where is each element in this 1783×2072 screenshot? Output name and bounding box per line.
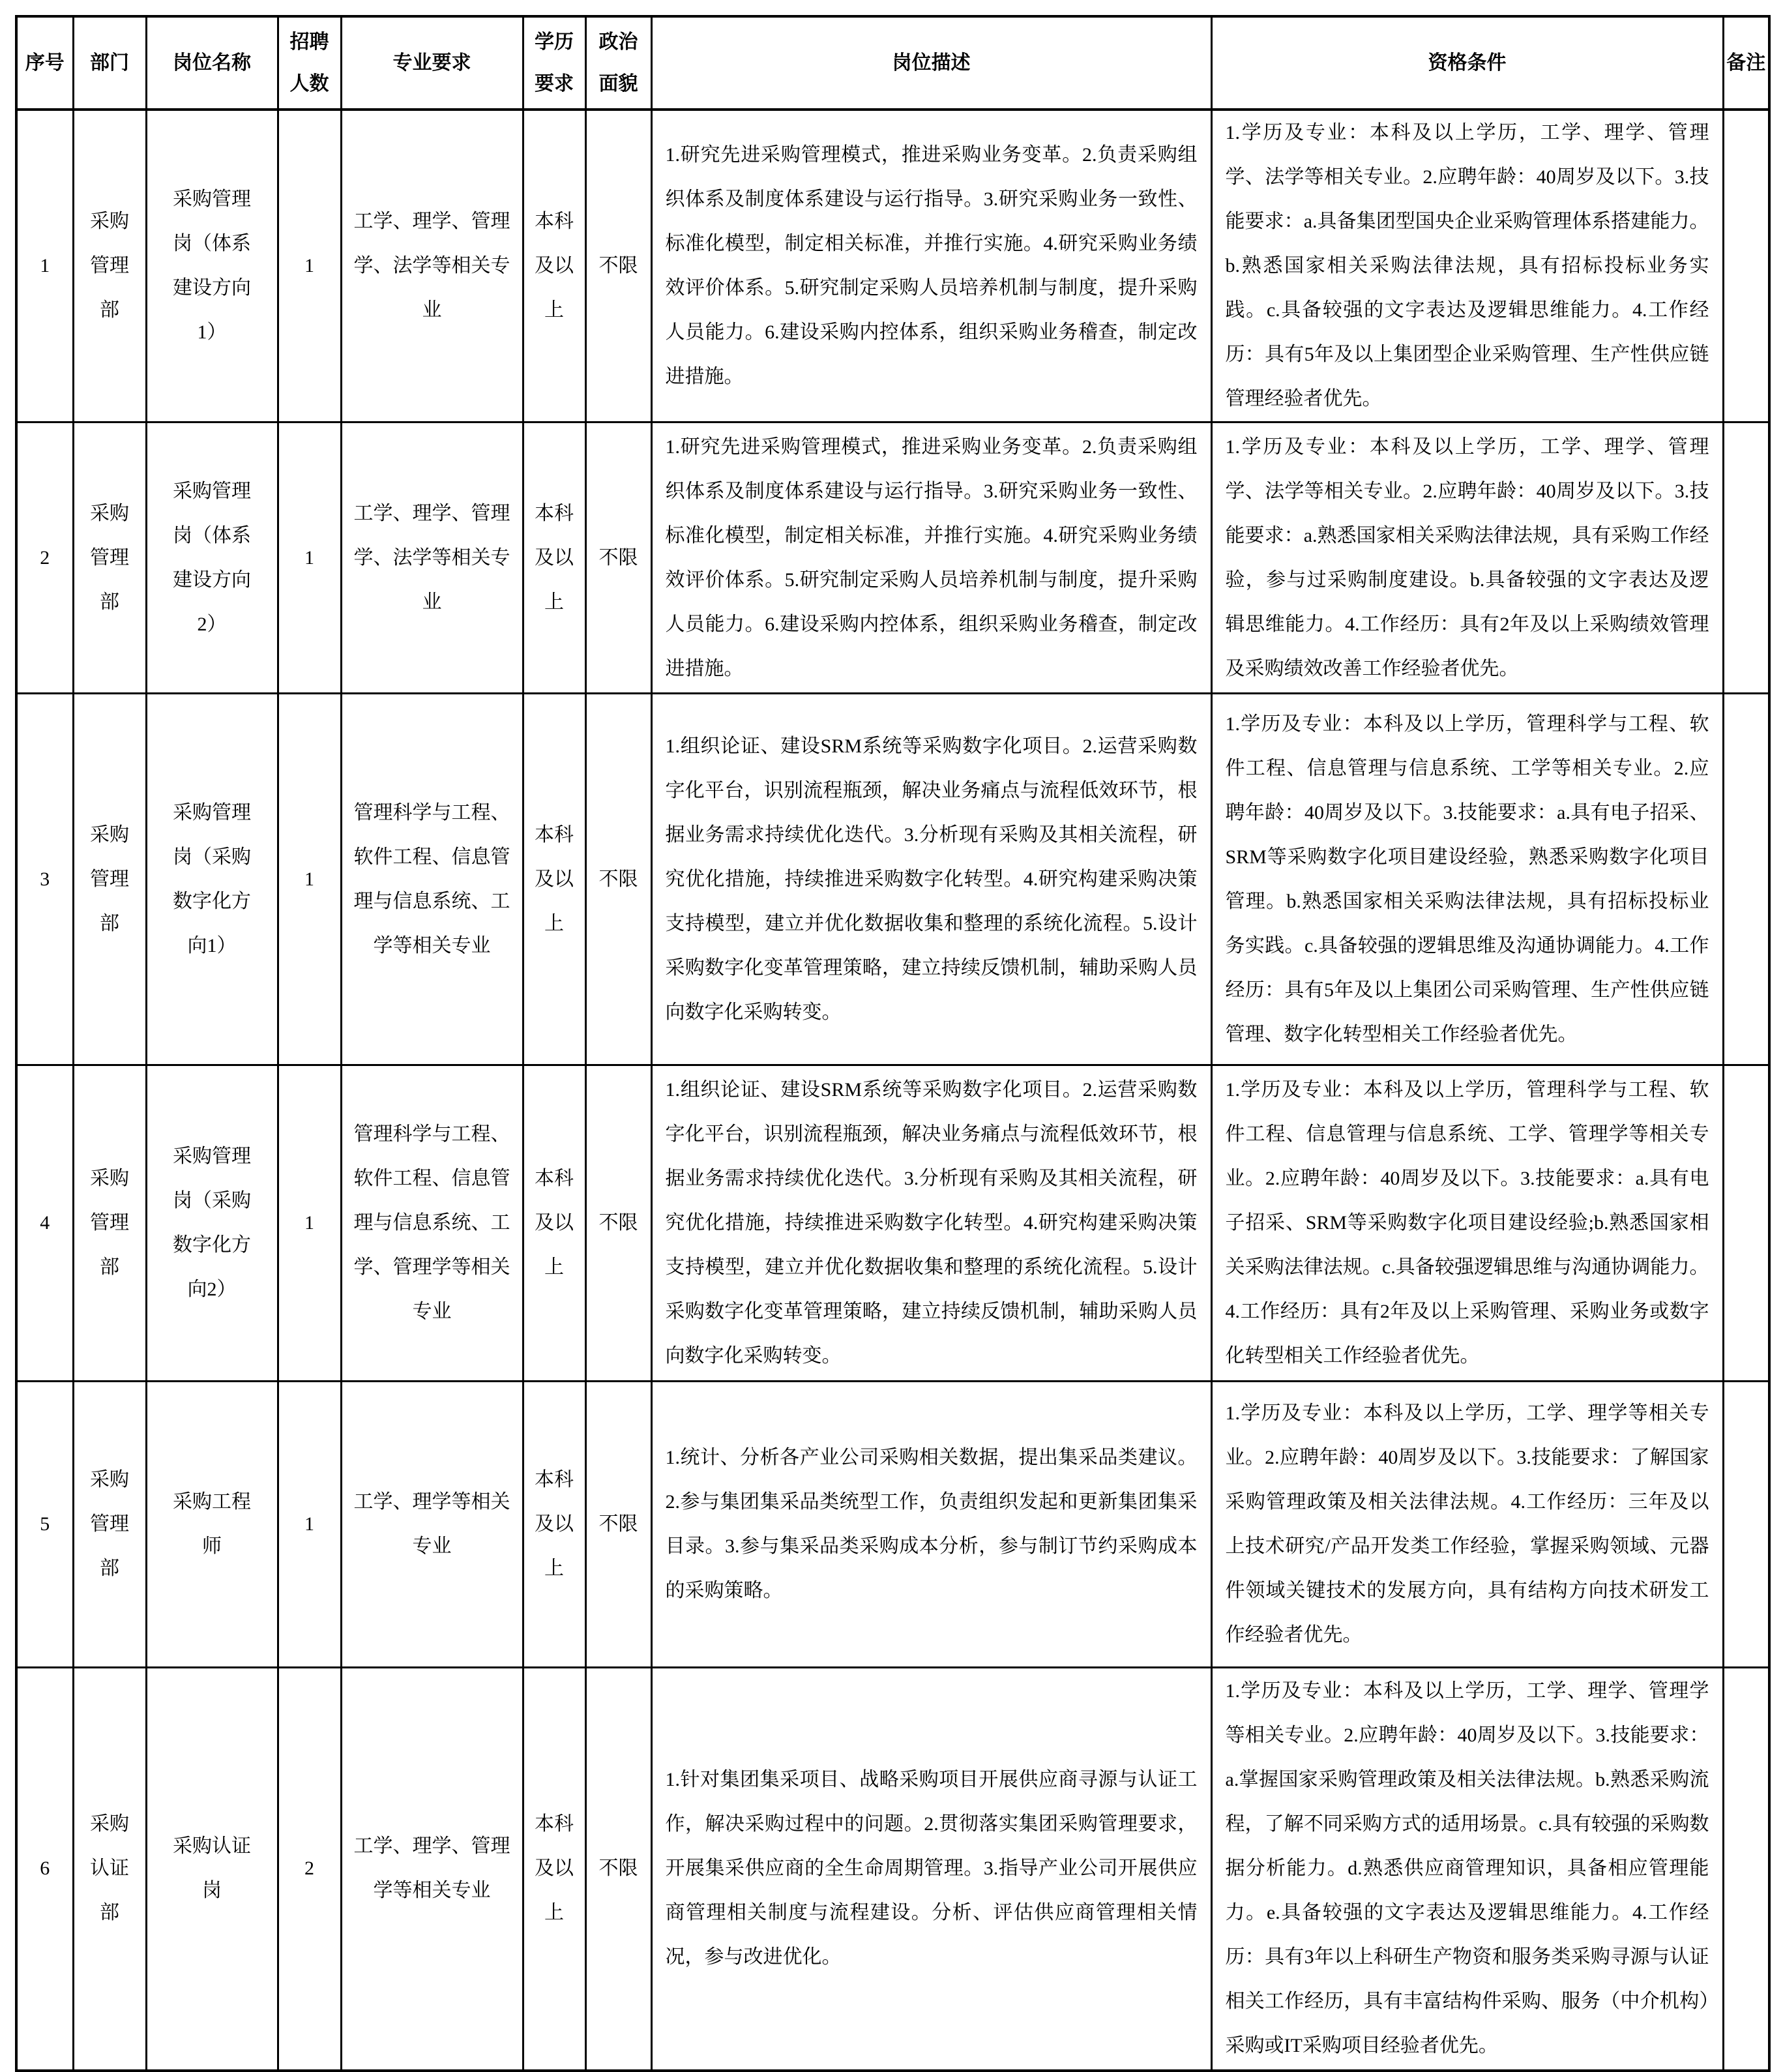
row-6-count: 2 [278, 1668, 341, 2071]
row-2-count: 1 [278, 422, 341, 694]
row-4-dept: 采购管理部 [73, 1065, 146, 1382]
row-2-remark [1723, 422, 1769, 694]
header-qualification: 资格条件 [1211, 16, 1723, 110]
row-6-education: 本科及以上 [523, 1668, 585, 2071]
row-3-count: 1 [278, 694, 341, 1065]
row-4-qualification: 1.学历及专业：本科及以上学历，管理科学与工程、软件工程、信息管理与信息系统、工学、管理学等相关专业。2.应聘年龄：40周岁及以下。3.技能要求：a.具有电子招采、SRM等采购数字化项目建设经验;b.熟悉国家相关采购法律法规。c.具备较强逻辑思维与沟通协调能力。4.工作经历：具有2年及以上采购管理、采购业务或数字化转型相关工作经验者优先。 [1211, 1065, 1723, 1382]
row-2-seq: 2 [16, 422, 73, 694]
row-3-description: 1.组织论证、建设SRM系统等采购数字化项目。2.运营采购数字化平台，识别流程瓶颈，解决业务痛点与流程低效环节，根据业务需求持续优化迭代。3.分析现有采购及其相关流程，研究优化措施，持续推进采购数字化转型。4.研究构建采购决策支持模型，建立并优化数据收集和整理的系统化流程。5.设计采购数字化变革管理策略，建立持续反馈机制，辅助采购人员向数字化采购转变。 [651, 694, 1211, 1065]
row-2-major: 工学、理学、管理学、法学等相关专业 [341, 422, 523, 694]
row-1-title: 采购管理岗（体系建设方向1） [146, 110, 278, 422]
row-6-title: 采购认证岗 [146, 1668, 278, 2071]
row-1-major: 工学、理学、管理学、法学等相关专业 [341, 110, 523, 422]
row-2-political: 不限 [585, 422, 651, 694]
row-3-political: 不限 [585, 694, 651, 1065]
row-6-political: 不限 [585, 1668, 651, 2071]
row-5-seq: 5 [16, 1382, 73, 1668]
row-4-major: 管理科学与工程、软件工程、信息管理与信息系统、工学、管理学等相关专业 [341, 1065, 523, 1382]
row-6-major: 工学、理学、管理学等相关专业 [341, 1668, 523, 2071]
row-1-seq: 1 [16, 110, 73, 422]
row-5-dept: 采购管理部 [73, 1382, 146, 1668]
row-4-seq: 4 [16, 1065, 73, 1382]
row-1-political: 不限 [585, 110, 651, 422]
table-row [16, 110, 1769, 422]
row-6-remark [1723, 1668, 1769, 2071]
row-1-count: 1 [278, 110, 341, 422]
row-3-seq: 3 [16, 694, 73, 1065]
row-4-description: 1.组织论证、建设SRM系统等采购数字化项目。2.运营采购数字化平台，识别流程瓶颈，解决业务痛点与流程低效环节，根据业务需求持续优化迭代。3.分析现有采购及其相关流程，研究优化措施，持续推进采购数字化转型。4.研究构建采购决策支持模型，建立并优化数据收集和整理的系统化流程。5.设计采购数字化变革管理策略，建立持续反馈机制，辅助采购人员向数字化采购转变。 [651, 1065, 1211, 1382]
row-5-count: 1 [278, 1382, 341, 1668]
table-header-row [16, 16, 1769, 110]
row-4-remark [1723, 1065, 1769, 1382]
row-6-seq: 6 [16, 1668, 73, 2071]
table-row [16, 1382, 1769, 1668]
row-6-description: 1.针对集团集采项目、战略采购项目开展供应商寻源与认证工作，解决采购过程中的问题。2.贯彻落实集团采购管理要求，开展集采供应商的全生命周期管理。3.指导产业公司开展供应商管理相关制度与流程建设。分析、评估供应商管理相关情况，参与改进优化。 [651, 1668, 1211, 2071]
row-5-qualification: 1.学历及专业：本科及以上学历，工学、理学等相关专业。2.应聘年龄：40周岁及以下。3.技能要求：了解国家采购管理政策及相关法律法规。4.工作经历：三年及以上技术研究/产品开发类工作经验，掌握采购领域、元器件领域关键技术的发展方向，具有结构方向技术研发工作经验者优先。 [1211, 1382, 1723, 1668]
header-remark: 备注 [1723, 16, 1769, 110]
row-4-education: 本科及以上 [523, 1065, 585, 1382]
table-row [16, 1065, 1769, 1382]
row-3-major: 管理科学与工程、软件工程、信息管理与信息系统、工学等相关专业 [341, 694, 523, 1065]
row-1-description: 1.研究先进采购管理模式，推进采购业务变革。2.负责采购组织体系及制度体系建设与运行指导。3.研究采购业务一致性、标准化模型，制定相关标准，并推行实施。4.研究采购业务绩效评价体系。5.研究制定采购人员培养机制与制度，提升采购人员能力。6.建设采购内控体系，组织采购业务稽查，制定改进措施。 [651, 110, 1211, 422]
row-5-remark [1723, 1382, 1769, 1668]
recruitment-table [15, 15, 1771, 2072]
row-2-description: 1.研究先进采购管理模式，推进采购业务变革。2.负责采购组织体系及制度体系建设与运行指导。3.研究采购业务一致性、标准化模型，制定相关标准，并推行实施。4.研究采购业务绩效评价体系。5.研究制定采购人员培养机制与制度，提升采购人员能力。6.建设采购内控体系，组织采购业务稽查，制定改进措施。 [651, 422, 1211, 694]
header-title: 岗位名称 [146, 16, 278, 110]
row-3-dept: 采购管理部 [73, 694, 146, 1065]
header-count: 招聘人数 [278, 16, 341, 110]
row-1-qualification: 1.学历及专业：本科及以上学历，工学、理学、管理学、法学等相关专业。2.应聘年龄：40周岁及以下。3.技能要求：a.具备集团型国央企业采购管理体系搭建能力。b.熟悉国家相关采购法律法规，具有招标投标业务实践。c.具备较强的文字表达及逻辑思维能力。4.工作经历：具有5年及以上集团型企业采购管理、生产性供应链管理经验者优先。 [1211, 110, 1723, 422]
header-description: 岗位描述 [651, 16, 1211, 110]
header-political: 政治面貌 [585, 16, 651, 110]
row-2-qualification: 1.学历及专业：本科及以上学历，工学、理学、管理学、法学等相关专业。2.应聘年龄：40周岁及以下。3.技能要求：a.熟悉国家相关采购法律法规，具有采购工作经验，参与过采购制度建设。b.具备较强的文字表达及逻辑思维能力。4.工作经历：具有2年及以上采购绩效管理及采购绩效改善工作经验者优先。 [1211, 422, 1723, 694]
row-3-title: 采购管理岗（采购数字化方向1） [146, 694, 278, 1065]
table-row [16, 1668, 1769, 2071]
row-3-remark [1723, 694, 1769, 1065]
row-5-education: 本科及以上 [523, 1382, 585, 1668]
header-major: 专业要求 [341, 16, 523, 110]
table-row [16, 422, 1769, 694]
row-1-education: 本科及以上 [523, 110, 585, 422]
row-5-description: 1.统计、分析各产业公司采购相关数据，提出集采品类建议。2.参与集团集采品类统型工作，负责组织发起和更新集团集采目录。3.参与集采品类采购成本分析，参与制订节约采购成本的采购策略。 [651, 1382, 1211, 1668]
row-2-dept: 采购管理部 [73, 422, 146, 694]
row-5-political: 不限 [585, 1382, 651, 1668]
row-6-dept: 采购认证部 [73, 1668, 146, 2071]
row-2-title: 采购管理岗（体系建设方向2） [146, 422, 278, 694]
row-5-major: 工学、理学等相关专业 [341, 1382, 523, 1668]
row-4-political: 不限 [585, 1065, 651, 1382]
header-seq: 序号 [16, 16, 73, 110]
row-2-education: 本科及以上 [523, 422, 585, 694]
row-3-education: 本科及以上 [523, 694, 585, 1065]
row-3-qualification: 1.学历及专业：本科及以上学历，管理科学与工程、软件工程、信息管理与信息系统、工学等相关专业。2.应聘年龄：40周岁及以下。3.技能要求：a.具有电子招采、SRM等采购数字化项目建设经验，熟悉采购数字化项目管理。b.熟悉国家相关采购法律法规，具有招标投标业务实践。c.具备较强的逻辑思维及沟通协调能力。4.工作经历：具有5年及以上集团公司采购管理、生产性供应链管理、数字化转型相关工作经验者优先。 [1211, 694, 1723, 1065]
row-6-qualification: 1.学历及专业：本科及以上学历，工学、理学、管理学等相关专业。2.应聘年龄：40周岁及以下。3.技能要求：a.掌握国家采购管理政策及相关法律法规。b.熟悉采购流程，了解不同采购方式的适用场景。c.具有较强的采购数据分析能力。d.熟悉供应商管理知识，具备相应管理能力。e.具备较强的文字表达及逻辑思维能力。4.工作经历：具有3年以上科研生产物资和服务类采购寻源与认证相关工作经历，具有丰富结构件采购、服务（中介机构）采购或IT采购项目经验者优先。 [1211, 1668, 1723, 2071]
row-1-remark [1723, 110, 1769, 422]
row-1-dept: 采购管理部 [73, 110, 146, 422]
row-5-title: 采购工程师 [146, 1382, 278, 1668]
header-dept: 部门 [73, 16, 146, 110]
table-row [16, 694, 1769, 1065]
header-education: 学历要求 [523, 16, 585, 110]
row-4-count: 1 [278, 1065, 341, 1382]
row-4-title: 采购管理岗（采购数字化方向2） [146, 1065, 278, 1382]
